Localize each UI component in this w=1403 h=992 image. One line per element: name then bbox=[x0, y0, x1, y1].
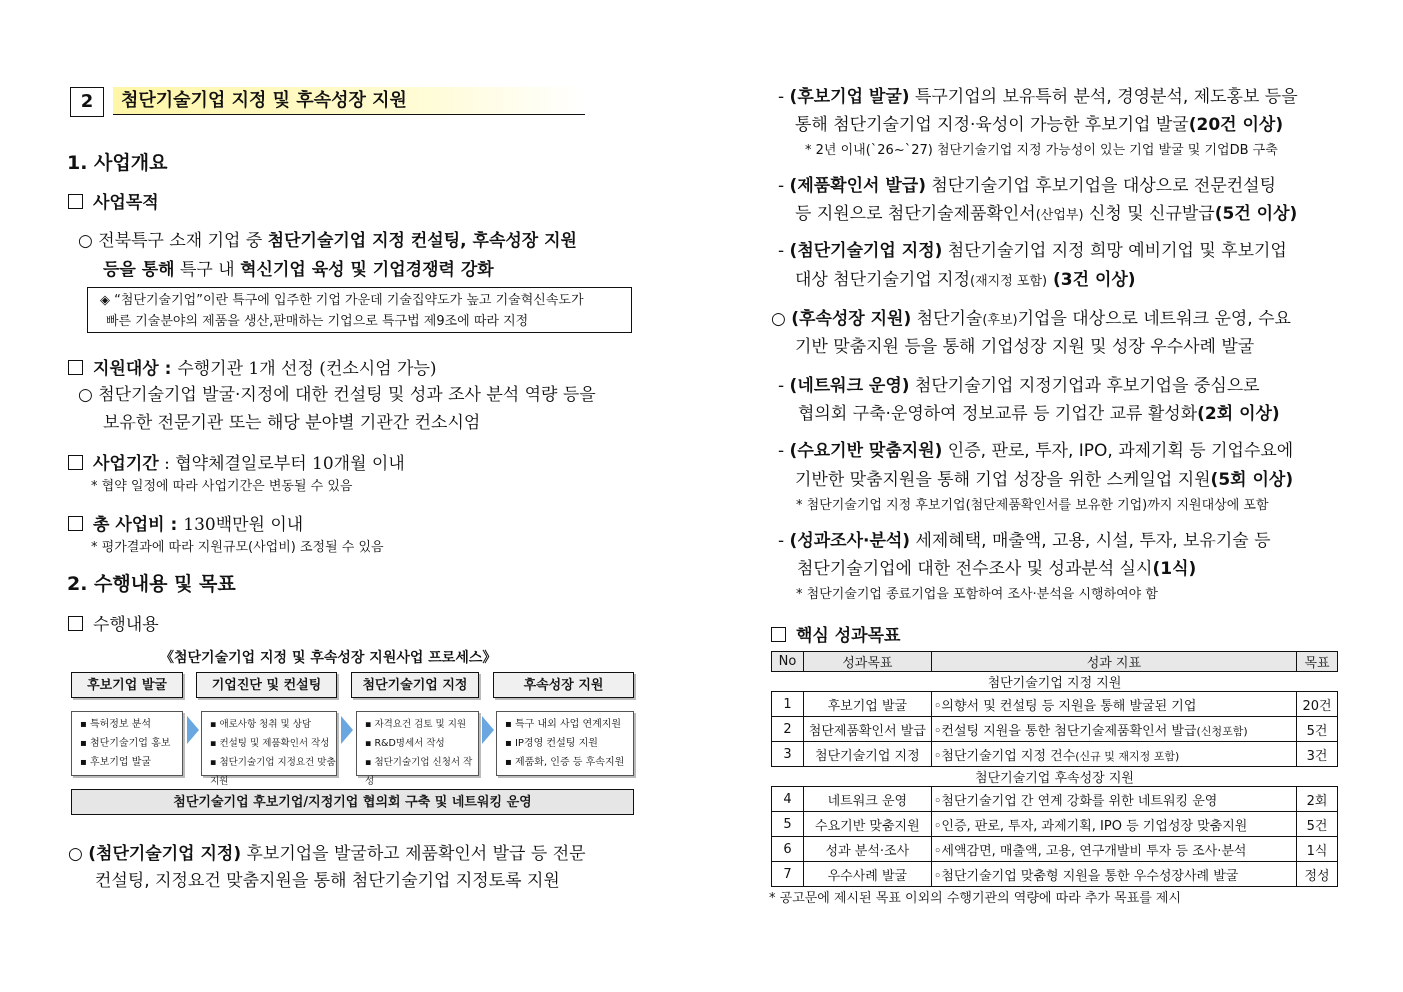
kpi-header-no: No bbox=[772, 652, 804, 672]
period-label: 사업기간 bbox=[93, 454, 159, 474]
kpi-group-row bbox=[772, 672, 1338, 692]
kpi-cell-indicator: ◦첨단기술기업 간 연계 강화를 위한 네트워킹 운영 bbox=[931, 787, 1296, 812]
cand-bold: (후보기업 발굴) bbox=[789, 87, 910, 107]
res-target: (1식) bbox=[1152, 559, 1197, 579]
kpi-cell-target: 20건 bbox=[1297, 692, 1338, 717]
process-step-4-box bbox=[496, 711, 634, 776]
target-value: 수행기관 1개 선정 (컨소시엄 가능) bbox=[177, 359, 437, 379]
net-text-2: 협의회 구축·운영하여 정보교류 등 기업간 교류 활성화 bbox=[798, 404, 1198, 424]
cand-target: (20건 이상) bbox=[1188, 115, 1284, 135]
kpi-header-goal: 성과목표 bbox=[803, 652, 931, 672]
kpi-cell-indicator bbox=[931, 717, 1296, 742]
target-line-2: 보유한 전문기관 또는 해당 분야별 기관간 컨소시엄 bbox=[103, 413, 481, 433]
desig-text-2a: 대상 첨단기술기업 지정 bbox=[795, 270, 971, 290]
content-label-text: 수행내용 bbox=[93, 615, 159, 635]
kpi-cell-no: 3 bbox=[772, 742, 804, 767]
table-row bbox=[772, 862, 1338, 887]
process-step-4-title: 후속성장 지원 bbox=[493, 672, 634, 698]
checkbox-square-icon bbox=[68, 616, 83, 631]
arrow-right-icon bbox=[341, 716, 353, 744]
kpi-cell-no: 4 bbox=[772, 787, 804, 812]
kpi-indicator-text: ◦컨설팅 지원을 통한 첨단기술제품확인서 발급 bbox=[933, 723, 1197, 739]
purpose-heading bbox=[68, 188, 159, 213]
growth-text-1b: 기업을 대상으로 네트워크 운영, 수요 bbox=[1017, 309, 1291, 329]
dem-text-1: 인증, 판로, 투자, IPO, 과제기획 등 기업수요에 bbox=[942, 441, 1294, 461]
purpose-text-1: 전북특구 소재 기업 중 bbox=[98, 231, 268, 251]
kpi-heading bbox=[771, 621, 900, 646]
section-title: 첨단기술기업 지정 및 후속성장 지원 bbox=[113, 87, 585, 115]
growth-text-1a: 첨단기술 bbox=[911, 309, 983, 329]
table-row bbox=[772, 837, 1338, 862]
arrow-right-icon bbox=[187, 716, 199, 744]
res-line-2 bbox=[797, 554, 1196, 579]
content-label bbox=[68, 610, 159, 635]
process-item: ▪ IP경영 컨설팅 지원 bbox=[505, 738, 598, 749]
process-step-3-title: 첨단기술기업 지정 bbox=[351, 672, 479, 698]
budget-note: * 평가결과에 따라 지원규모(사업비) 조정될 수 있음 bbox=[91, 540, 384, 555]
designate-text-1: 후보기업을 발굴하고 제품확인서 발급 등 전문 bbox=[241, 844, 586, 864]
prod-text-2b: 신청 및 신규발급 bbox=[1083, 204, 1215, 224]
dem-bold: (수요기반 맞춤지원) bbox=[789, 441, 943, 461]
target-label: 지원대상 : bbox=[93, 359, 178, 379]
purpose-bold-3: 혁신기업 육성 및 기업경쟁력 강화 bbox=[240, 260, 494, 280]
process-item: ▪ 제품화, 인증 등 후속지원 bbox=[505, 757, 625, 768]
growth-bold: (후속성장 지원) bbox=[791, 309, 912, 329]
purpose-bold-1: 첨단기술기업 지정 컨설팅, 후속성장 지원 bbox=[267, 231, 577, 251]
table-row bbox=[772, 742, 1338, 767]
purpose-text-2: 특구 내 bbox=[174, 260, 241, 280]
table-row bbox=[772, 787, 1338, 812]
cand-line-1: - (후보기업 발굴) 특구기업의 보유특허 분석, 경영분석, 제도홍보 등을 bbox=[778, 87, 1298, 107]
growth-line-1: ○ (후속성장 지원) 첨단기술(후보)기업을 대상으로 네트워크 운영, 수요 bbox=[771, 309, 1291, 329]
kpi-table bbox=[771, 651, 1338, 887]
process-item: ▪ 특구 내외 사업 연계지원 bbox=[505, 719, 622, 730]
kpi-group-row bbox=[772, 767, 1338, 787]
dem-note: * 첨단기술기업 지정 후보기업(첨단제품확인서를 보유한 기업)까지 지원대상에 포함 bbox=[796, 498, 1269, 513]
purpose-label: 사업목적 bbox=[93, 193, 159, 213]
checkbox-square-icon bbox=[68, 455, 83, 470]
desig-text-1: 첨단기술기업 지정 희망 예비기업 및 후보기업 bbox=[942, 241, 1287, 261]
budget-value: 130백만원 이내 bbox=[183, 515, 304, 535]
desig-line-2 bbox=[795, 265, 1136, 290]
circle-bullet-icon: ○ bbox=[78, 231, 99, 251]
kpi-cell-goal: 수요기반 맞춤지원 bbox=[803, 812, 931, 837]
kpi-group-1: 첨단기술기업 지정 지원 bbox=[772, 672, 1338, 692]
cand-line-2 bbox=[795, 110, 1283, 135]
process-item: ▪ 특허정보 분석 bbox=[80, 719, 152, 730]
target-text-1: 첨단기술기업 발굴·지정에 대한 컨설팅 및 성과 조사 분석 역량 등을 bbox=[98, 385, 596, 405]
prod-text-1: 첨단기술기업 후보기업을 대상으로 전문컨설팅 bbox=[925, 176, 1277, 196]
process-network-bar: 첨단기술기업 후보기업/지정기업 협의회 구축 및 네트워킹 운영 bbox=[71, 789, 634, 815]
prod-bold: (제품확인서 발급) bbox=[789, 176, 926, 196]
purpose-bold-2: 등을 통해 bbox=[103, 260, 175, 280]
kpi-cell-goal: 성과 분석·조사 bbox=[803, 837, 931, 862]
kpi-cell-indicator bbox=[931, 692, 1296, 717]
table-row bbox=[772, 812, 1338, 837]
process-step-1-title: 후보기업 발굴 bbox=[71, 672, 183, 698]
checkbox-square-icon bbox=[68, 194, 83, 209]
prod-text-2a: 등 지원으로 첨단기술제품확인서 bbox=[795, 204, 1036, 224]
kpi-cell-goal: 첨단기술기업 지정 bbox=[803, 742, 931, 767]
designate-bold: (첨단기술기업 지정) bbox=[88, 844, 242, 864]
designate-line-2: 컨설팅, 지정요건 맞춤지원을 통해 첨단기술기업 지정토록 지원 bbox=[95, 871, 560, 891]
kpi-footnote: * 공고문에 제시된 목표 이외의 수행기관의 역량에 따라 추가 목표를 제시 bbox=[769, 891, 1182, 906]
budget-heading bbox=[68, 510, 303, 535]
kpi-cell-target: 1식 bbox=[1297, 837, 1338, 862]
dem-line-1: - (수요기반 맞춤지원) 인증, 판로, 투자, IPO, 과제기획 등 기업수요에 bbox=[778, 441, 1294, 461]
process-item: ▪ R&D명세서 작성 bbox=[365, 738, 445, 749]
cand-note: * 2년 이내(`26~`27) 첨단기술기업 지정 가능성이 있는 기업 발굴 및 기업DB 구축 bbox=[805, 143, 1278, 158]
net-target: (2회 이상) bbox=[1197, 404, 1280, 424]
target-line-1: ○ 첨단기술기업 발굴·지정에 대한 컨설팅 및 성과 조사 분석 역량 등을 bbox=[78, 385, 596, 405]
definition-box bbox=[87, 287, 632, 333]
kpi-cell-indicator: ◦첨단기술기업 맞춤형 지원을 통한 우수성장사례 발굴 bbox=[931, 862, 1296, 887]
desig-target: (3건 이상) bbox=[1047, 270, 1136, 290]
process-step-3-box bbox=[356, 711, 479, 787]
process-item: ▪ 컨설팅 및 제품확인서 작성 bbox=[210, 738, 330, 749]
kpi-cell-no: 2 bbox=[772, 717, 804, 742]
kpi-cell-indicator bbox=[931, 742, 1296, 767]
kpi-cell-target: 2회 bbox=[1297, 787, 1338, 812]
kpi-indicator-text: ◦첨단기술기업 지정 건수 bbox=[933, 748, 1076, 764]
res-bold: (성과조사·분석) bbox=[789, 531, 911, 551]
kpi-cell-goal: 우수사례 발굴 bbox=[803, 862, 931, 887]
kpi-cell-target: 5건 bbox=[1297, 812, 1338, 837]
net-text-1: 첨단기술기업 지정기업과 후보기업을 중심으로 bbox=[909, 376, 1260, 396]
process-item: ▪ 첨단기술기업 지정요건 맞춤지원 bbox=[210, 757, 336, 787]
dem-line-2 bbox=[795, 465, 1293, 490]
prod-target: (5건 이상) bbox=[1214, 204, 1298, 224]
checkbox-square-icon bbox=[771, 627, 786, 642]
kpi-cell-target: 정성 bbox=[1297, 862, 1338, 887]
process-step-1-box bbox=[71, 711, 183, 776]
kpi-cell-goal: 첨단제품확인서 발급 bbox=[803, 717, 931, 742]
definition-line-1: ◈ “첨단기술기업”이란 특구에 입주한 기업 가운데 기술집약도가 높고 기술혁신속도가 bbox=[100, 293, 584, 308]
process-title: 《첨단기술기업 지정 및 후속성장 지원사업 프로세스》 bbox=[160, 650, 497, 666]
kpi-header-row bbox=[772, 652, 1338, 672]
net-line-2 bbox=[798, 399, 1280, 424]
period-value: : 협약체결일로부터 10개월 이내 bbox=[158, 454, 405, 474]
process-step-2-box bbox=[201, 711, 337, 787]
cand-text-2: 통해 첨단기술기업 지정·육성이 가능한 후보기업 발굴 bbox=[795, 115, 1189, 135]
target-heading bbox=[68, 354, 437, 379]
process-item: ▪ 첨단기술기업 신청서 작성 bbox=[365, 757, 473, 787]
kpi-cell-indicator: ◦인증, 판로, 투자, 과제기획, IPO 등 기업성장 맞춤지원 bbox=[931, 812, 1296, 837]
kpi-cell-no: 1 bbox=[772, 692, 804, 717]
period-note: * 협약 일정에 따라 사업기간은 변동될 수 있음 bbox=[91, 479, 353, 494]
prod-line-2 bbox=[795, 199, 1297, 224]
net-bold: (네트워크 운영) bbox=[789, 376, 910, 396]
arrow-right-icon bbox=[482, 716, 494, 744]
kpi-cell-no: 5 bbox=[772, 812, 804, 837]
kpi-indicator-text: ◦의향서 및 컨설팅 등 지원을 통해 발굴된 기업 bbox=[933, 698, 1197, 714]
kpi-indicator-small: (신규 및 재지정 포함) bbox=[1075, 749, 1180, 763]
checkbox-square-icon bbox=[68, 516, 83, 531]
content-heading: 2. 수행내용 및 목표 bbox=[67, 573, 236, 595]
cand-text-1: 특구기업의 보유특허 분석, 경영분석, 제도홍보 등을 bbox=[909, 87, 1298, 107]
kpi-cell-no: 7 bbox=[772, 862, 804, 887]
overview-heading: 1. 사업개요 bbox=[67, 152, 168, 174]
res-text-1: 세제혜택, 매출액, 고용, 시설, 투자, 보유기술 등 bbox=[910, 531, 1271, 551]
purpose-line-2 bbox=[103, 255, 494, 280]
desig-line-1: - (첨단기술기업 지정) 첨단기술기업 지정 희망 예비기업 및 후보기업 bbox=[778, 241, 1287, 261]
process-step-2-title: 기업진단 및 컨설팅 bbox=[196, 672, 337, 698]
kpi-label: 핵심 성과목표 bbox=[796, 626, 901, 646]
prod-line-1: - (제품확인서 발급) 첨단기술기업 후보기업을 대상으로 전문컨설팅 bbox=[778, 176, 1277, 196]
process-item: ▪ 자격요건 검토 및 지원 bbox=[365, 719, 467, 730]
designate-line-1: ○ (첨단기술기업 지정) 후보기업을 발굴하고 제품확인서 발급 등 전문 bbox=[68, 844, 586, 864]
budget-label: 총 사업비 : bbox=[93, 515, 184, 535]
dem-target: (5회 이상) bbox=[1210, 470, 1294, 490]
section-number: 2 bbox=[70, 87, 104, 117]
purpose-line-1 bbox=[78, 226, 577, 251]
checkbox-square-icon bbox=[68, 360, 83, 375]
kpi-header-target: 목표 bbox=[1297, 652, 1338, 672]
period-heading bbox=[68, 449, 405, 474]
process-item: ▪ 첨단기술기업 홍보 bbox=[80, 738, 171, 749]
kpi-cell-target: 5건 bbox=[1297, 717, 1338, 742]
prod-text-2s: (산업부) bbox=[1035, 208, 1084, 223]
desig-text-2s: (재지정 포함) bbox=[970, 274, 1048, 289]
kpi-group-2: 첨단기술기업 후속성장 지원 bbox=[772, 767, 1338, 787]
table-row bbox=[772, 717, 1338, 742]
kpi-cell-goal: 후보기업 발굴 bbox=[803, 692, 931, 717]
res-note: * 첨단기술기업 종료기업을 포함하여 조사·분석을 시행하여야 함 bbox=[796, 587, 1158, 602]
kpi-cell-goal: 네트워크 운영 bbox=[803, 787, 931, 812]
res-line-1: - (성과조사·분석) 세제혜택, 매출액, 고용, 시설, 투자, 보유기술 등 bbox=[778, 531, 1271, 551]
desig-bold: (첨단기술기업 지정) bbox=[789, 241, 943, 261]
table-row bbox=[772, 692, 1338, 717]
net-line-1: - (네트워크 운영) 첨단기술기업 지정기업과 후보기업을 중심으로 bbox=[778, 376, 1260, 396]
kpi-cell-indicator: ◦세액감면, 매출액, 고용, 연구개발비 투자 등 조사·분석 bbox=[931, 837, 1296, 862]
kpi-indicator-small: (신청포함) bbox=[1196, 724, 1248, 738]
kpi-cell-target: 3건 bbox=[1297, 742, 1338, 767]
kpi-header-indicator: 성과 지표 bbox=[931, 652, 1296, 672]
process-item: ▪ 애로사항 청취 및 상담 bbox=[210, 719, 312, 730]
process-item: ▪ 후보기업 발굴 bbox=[80, 757, 152, 768]
kpi-cell-no: 6 bbox=[772, 837, 804, 862]
dem-text-2: 기반한 맞춤지원을 통해 기업 성장을 위한 스케일업 지원 bbox=[795, 470, 1211, 490]
res-text-2: 첨단기술기업에 대한 전수조사 및 성과분석 실시 bbox=[797, 559, 1153, 579]
growth-text-1s: (후보) bbox=[982, 313, 1018, 328]
growth-line-2: 기반 맞춤지원 등을 통해 기업성장 지원 및 성장 우수사례 발굴 bbox=[795, 337, 1255, 357]
definition-line-2: 빠른 기술분야의 제품을 생산,판매하는 기업으로 특구법 제9조에 따라 지정 bbox=[106, 314, 529, 329]
